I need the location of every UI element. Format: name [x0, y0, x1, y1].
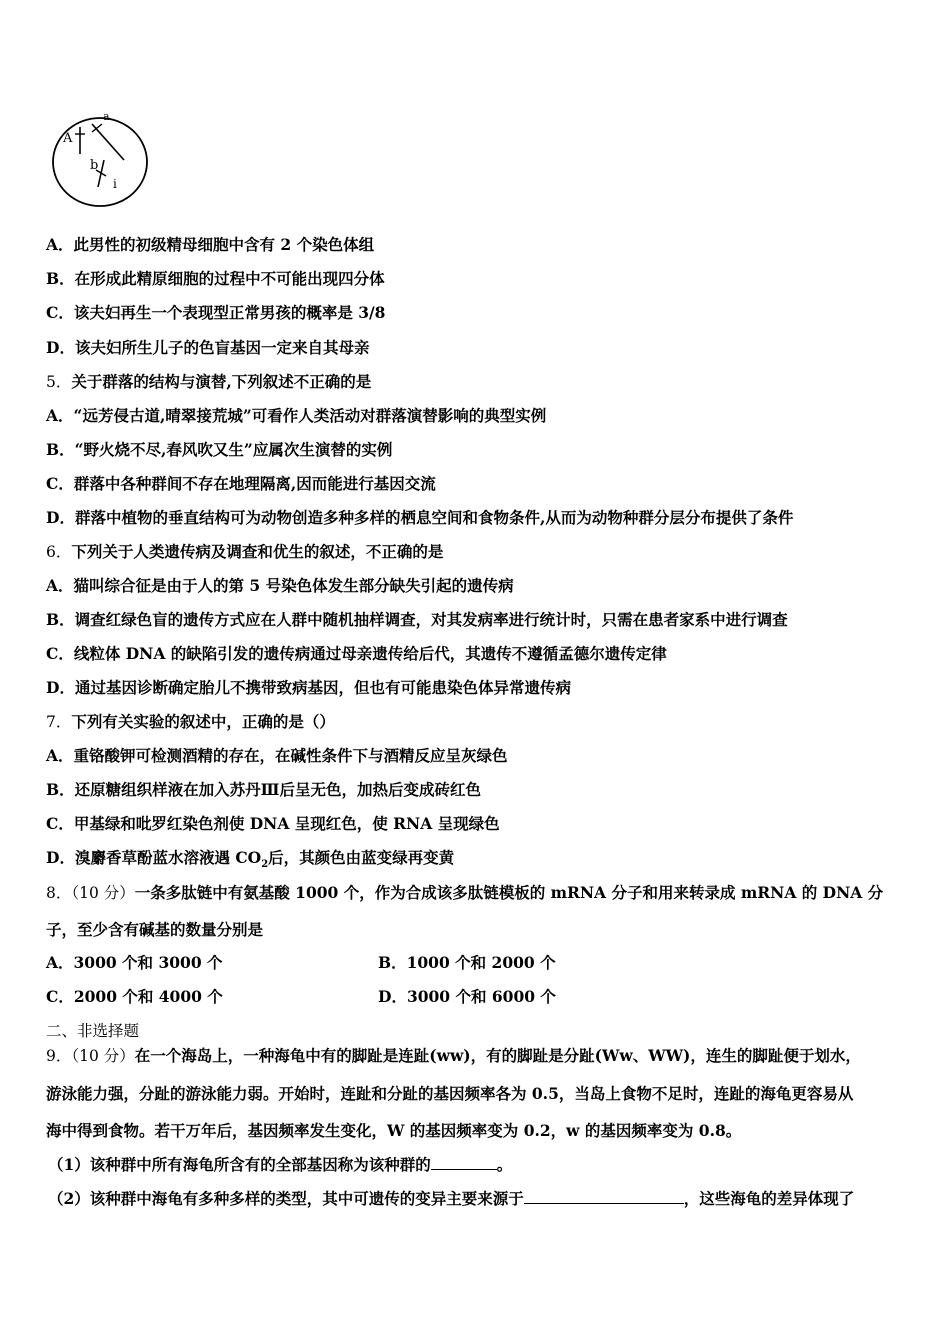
q7-option-a: A．重铬酸钾可检测酒精的存在，在碱性条件下与酒精反应呈灰绿色 [46, 746, 508, 765]
q4-option-d: D．该夫妇所生儿子的色盲基因一定来自其母亲 [46, 338, 370, 357]
q7-number: 7． [46, 713, 72, 731]
q9-sub2: （2）该种群中海龟有多种多样的类型，其中可遗传的变异主要来源于 ，这些海龟的差异体现了 [48, 1189, 855, 1208]
q5-option-d: D．群落中植物的垂直结构可为动物创造多种多样的栖息空间和食物条件,从而为动物种群分层分布提供了条件 [46, 508, 794, 527]
answer-blank-2[interactable] [524, 1189, 684, 1204]
q4-option-a: A．此男性的初级精母细胞中含有 2 个染色体组 [46, 235, 375, 254]
q5-stem [46, 372, 371, 392]
section-heading: 二、非选择题 [46, 1022, 140, 1040]
q6-option-b: B．调查红绿色盲的遗传方式应在人群中随机抽样调查，对其发病率进行统计时，只需在患者家系中进行调查 [46, 610, 788, 629]
q6-number: 6． [46, 543, 72, 561]
q7-option-b: B．还原糖组织样液在加入苏丹Ⅲ后呈无色，加热后变成砖红色 [46, 780, 481, 799]
q6-option-a: A．猫叫综合征是由于人的第 5 号染色体发生部分缺失引起的遗传病 [46, 576, 514, 595]
q8-number: 8．（10 分） [46, 884, 135, 902]
q7-stem-text: 下列有关实验的叙述中，正确的是（） [71, 712, 335, 731]
q8-option-b: B．1000 个和 2000 个 [378, 953, 556, 972]
q7-option-c: C．甲基绿和吡罗红染色剂使 DNA 呈现红色，使 RNA 呈现绿色 [46, 814, 500, 833]
q9-line1: 9．（10 分）在一个海岛上，一种海龟中有的脚趾是连趾(ww)，有的脚趾是分趾(Ww、WW)，连生的脚趾便于划水， [46, 1046, 861, 1065]
q5-option-a: A．“远芳侵古道,晴翠接荒城”可看作人类活动对群落演替影响的典型实例 [46, 406, 547, 425]
q9-number: 9．（10 分） [46, 1047, 135, 1065]
q6-stem [46, 542, 443, 562]
label-b: b [90, 158, 99, 173]
subscript-2: 2 [261, 859, 269, 871]
q4-option-b: B．在形成此精原细胞的过程中不可能出现四分体 [46, 269, 385, 288]
label-i: i [113, 177, 117, 191]
q4-option-c: C．该夫妇再生一个表现型正常男孩的概率是 3/8 [46, 303, 386, 322]
q8-option-a: A．3000 个和 3000 个 [46, 953, 223, 972]
q7-stem [46, 712, 335, 732]
q6-stem-text: 下列关于人类遗传病及调查和优生的叙述，不正确的是 [71, 542, 444, 561]
q7-option-d: D．溴麝香草酚蓝水溶液遇 $CO_2$后，其颜色由蓝变绿再变黄 [46, 848, 455, 871]
q5-option-b: B．“野火烧不尽,春风吹又生”应属次生演替的实例 [46, 440, 393, 459]
q5-option-c: C．群落中各种群间不存在地理隔离,因而能进行基因交流 [46, 474, 436, 493]
q8-option-d: D．3000 个和 6000 个 [378, 987, 556, 1006]
chromosome-a [92, 124, 124, 160]
q9-line3: 海中得到食物。若干万年后，基因频率发生变化，W 的基因频率变为 0.2，w 的基因频率变为 0.8。 [46, 1121, 742, 1140]
label-a: a [103, 110, 110, 123]
label-A: A [63, 131, 73, 146]
q6-option-d: D．通过基因诊断确定胎儿不携带致病基因，但也有可能患染色体异常遗传病 [46, 678, 571, 697]
chromosome-cell-figure [48, 108, 158, 208]
q5-number: 5． [46, 373, 72, 391]
q8-stem-line1: 8．（10 分）一条多肽链中有氨基酸 1000 个，作为合成该多肽链模板的 mRNA 分子和用来转录成 mRNA 的 DNA 分 [46, 883, 884, 902]
q9-line2: 游泳能力强，分趾的游泳能力弱。开始时，连趾和分趾的基因频率各为 0.5，当岛上食物不足时，连趾的海龟更容易从 [46, 1084, 854, 1103]
q5-stem-text: 关于群落的结构与演替,下列叙述不正确的是 [71, 372, 372, 391]
q8-stem-line2: 子，至少含有碱基的数量分别是 [46, 920, 264, 939]
q9-sub1: （1）该种群中所有海龟所含有的全部基因称为该种群的 。 [48, 1155, 513, 1174]
q6-option-c: C．线粒体 DNA 的缺陷引发的遗传病通过母亲遗传给后代，其遗传不遵循孟德尔遗传定律 [46, 644, 667, 663]
q8-option-c: C．2000 个和 4000 个 [46, 987, 223, 1006]
answer-blank-1[interactable] [431, 1155, 497, 1170]
